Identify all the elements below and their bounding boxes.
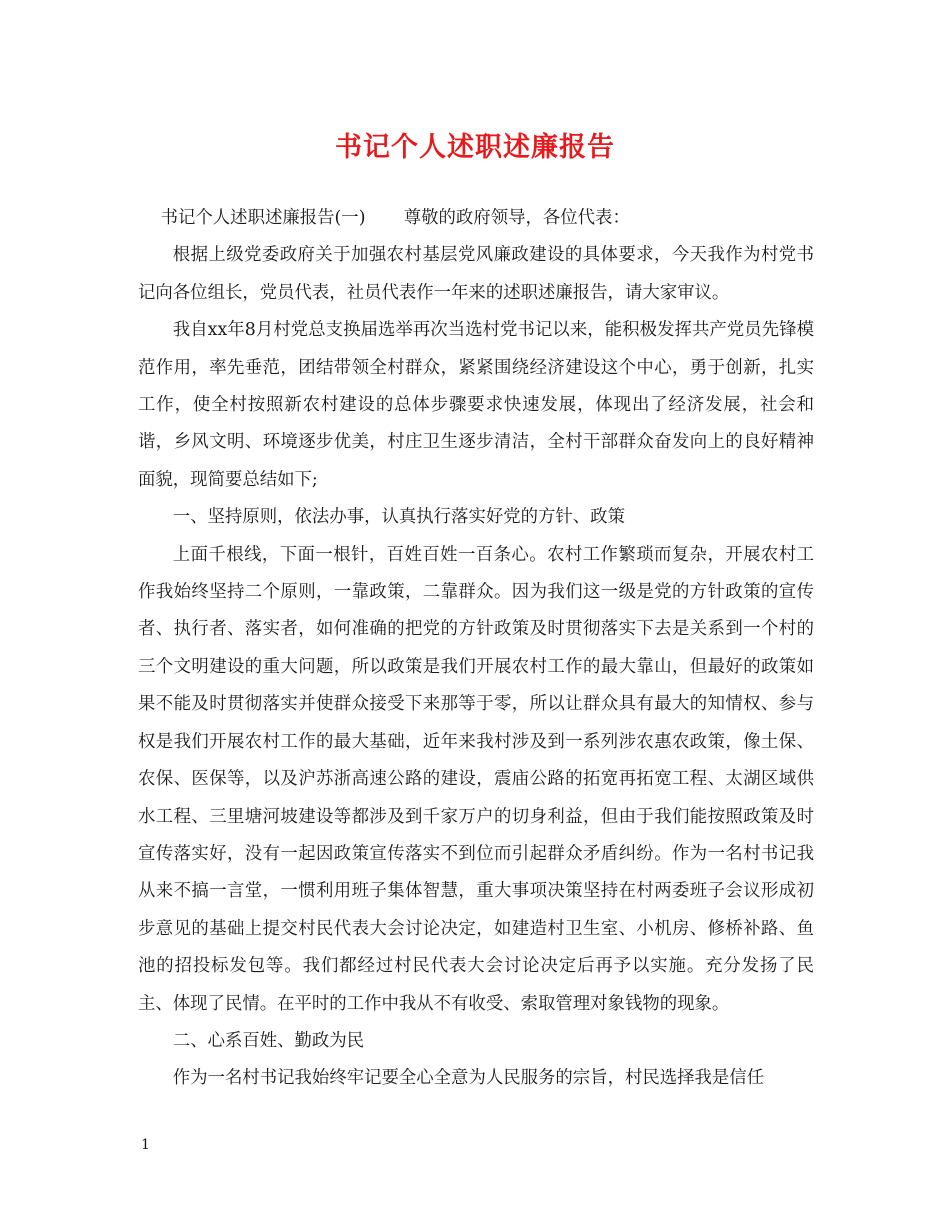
document-title: 书记个人述职述廉报告 — [335, 132, 615, 163]
paragraph-section-2: 作为一名村书记我始终牢记要全心全意为人民服务的宗旨，村民选择我是信任 — [172, 1068, 765, 1089]
paragraph-overview: 我自xx年8月村党总支换届选举再次当选村党书记以来，能积极发挥共产党员先锋模范作用，率先垂范，团结带领全村群众，紧紧围绕经济建设这个中心，勇于创新，扎实工作，使全村按照新农村建设的总体步骤要求快速发展，体现出了经济发展，社会和谐，乡风文明、环境逐步优美，村庄卫生逐步清洁，全村干部群众奋发向上的良好精神面貌，现简要总结如下; — [138, 320, 814, 490]
document-body — [138, 200, 814, 1098]
section-heading-1: 一、坚持原则，依法办事，认真执行落实好党的方针、政策 — [172, 507, 625, 528]
paragraph-opening: 根据上级党委政府关于加强农村基层党风廉政建设的具体要求，今天我作为村党书记向各位组长，党员代表，社员代表作一年来的述职述廉报告，请大家审议。 — [138, 245, 814, 303]
intro-line — [138, 200, 814, 237]
page-number: 1 — [141, 1137, 150, 1153]
paragraph-section-1: 上面千根线，下面一根针，百姓百姓一百条心。农村工作繁琐而复杂，开展农村工作我始终坚持二个原则，一靠政策，二靠群众。因为我们这一级是党的方针政策的宣传者、执行者、落实者，如何准确的把党的方针政策及时贯彻落实下去是关系到一个村的三个文明建设的重大问题，所以政策是我们开展农村工作的最大靠山，但最好的政策如果不能及时贯彻落实并使群众接受下来那等于零，所以让群众具有最大的知情权、参与权是我们开展农村工作的最大基础，近年来我村涉及到一系列涉农惠农政策，像土保、农保、医保等，以及沪苏浙高速公路的建设，震庙公路的拓宽再拓宽工程、太湖区域供水工程、三里塘河坡建设等都涉及到千家万户的切身利益，但由于我们能按照政策及时宣传落实好，没有一起因政策宣传落实不到位而引起群众矛盾纠纷。作为一名村书记我从来不搞一言堂，一惯利用班子集体智慧，重大事项决策坚持在村两委班子会议形成初步意见的基础上提交村民代表大会讨论决定，如建造村卫生室、小机房、修桥补路、鱼池的招投标发包等。我们都经过村民代表大会讨论决定后再予以实施。充分发扬了民主、体现了民情。在平时的工作中我从不有收受、索取管理对象钱物的现象。 — [138, 544, 814, 1014]
section-heading-2: 二、心系百姓、勤政为民 — [172, 1030, 365, 1051]
report-subtitle: 书记个人述职述廉报告(一) — [160, 208, 366, 228]
salutation: 尊敬的政府领导，各位代表： — [403, 208, 630, 228]
